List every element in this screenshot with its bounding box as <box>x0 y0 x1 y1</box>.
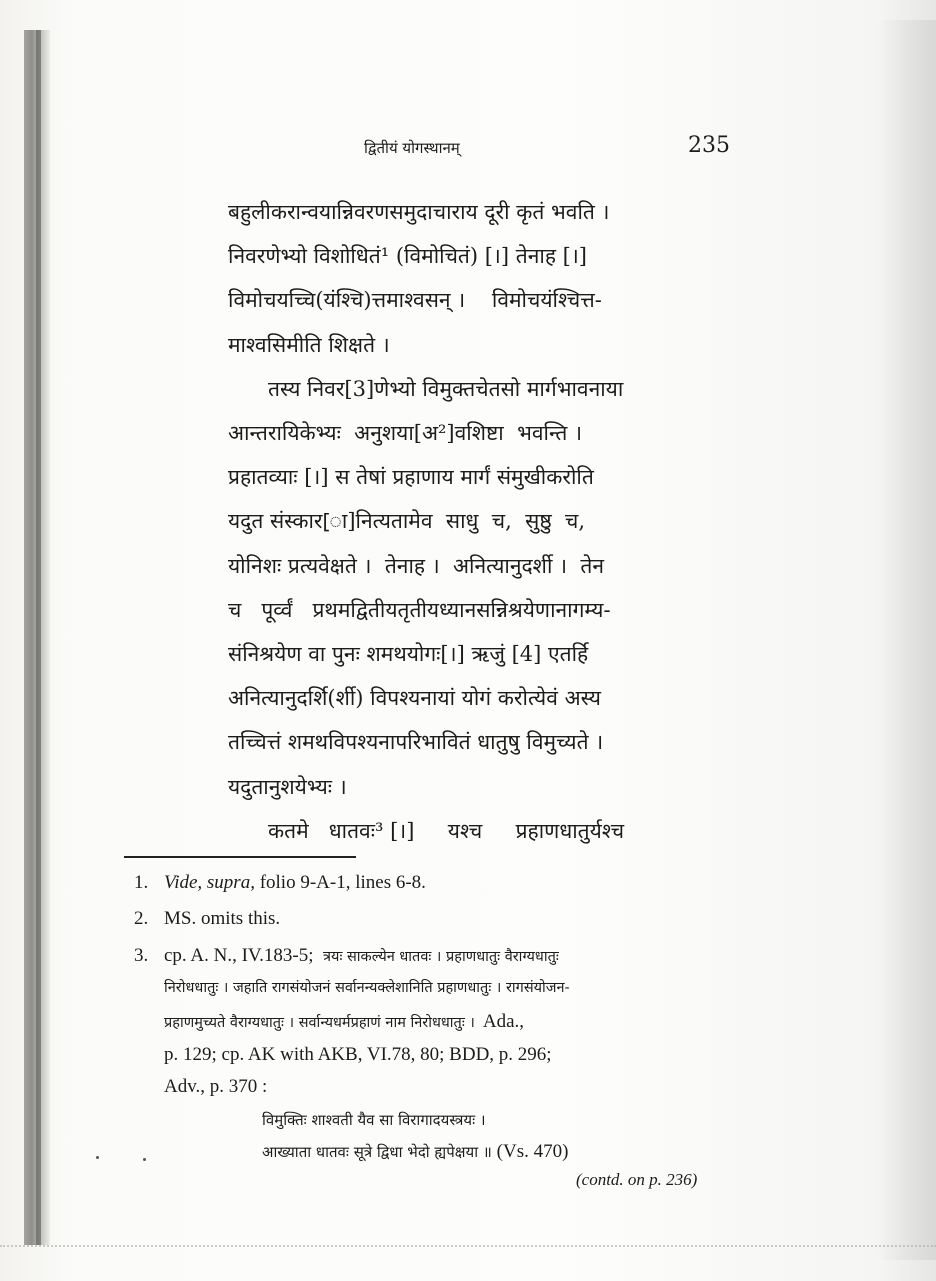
body-line <box>228 234 722 278</box>
body-line <box>228 544 722 588</box>
body-line <box>228 278 722 322</box>
body-line <box>228 676 722 720</box>
page-edge-shadow <box>876 20 936 1260</box>
footnote-3-number: 3. <box>134 945 149 966</box>
footnote-1 <box>134 868 426 898</box>
body-line-text: तस्य निवर[3]णेभ्यो विमुक्तचेतसो मार्गभावनाया <box>228 376 624 401</box>
scan-speck <box>143 1158 146 1161</box>
body-line <box>228 190 722 234</box>
footnote-3-latin-d: p. 129; cp. AK with AKB, VI.78, 80; BDD, p. 296; <box>164 1044 552 1065</box>
body-line-text: विमोचयच्चि(यंश्चि)त्तमाश्वसन् । विमोचयंश्चित्त- <box>228 288 602 313</box>
footnote-3-latin-c: Ada., <box>482 1011 525 1032</box>
body-line-text: कतमे धातवः³ [।] यश्च प्रहाणधातुर्यश्च <box>228 818 625 843</box>
continued-note: (contd. on p. 236) <box>576 1170 698 1189</box>
body-line-text: बहुलीकरान्वयान्निवरणसमुदाचाराय दूरी कृतं भवति । <box>228 200 610 224</box>
body-line-text: यदुतानुशयेभ्यः । <box>228 774 347 799</box>
verse-reference: (Vs. 470) <box>496 1141 569 1162</box>
footnote-1-text: folio 9-A-1, lines 6-8. <box>254 872 426 893</box>
book-gutter-line <box>36 30 41 1245</box>
body-line <box>228 765 722 809</box>
verse-line-2 <box>262 1138 568 1166</box>
footnote-3-sanskrit-b: निरोधधातुः । जहाति रागसंयोजनं सर्वानन्यक्लेशानिति प्रहाणधातुः । रागसंयोजन- <box>164 980 570 996</box>
body-line <box>228 720 722 764</box>
footnote-3-sanskrit-c: प्रहाणमुच्यते वैराग्यधातुः । सर्वान्यधर्मप्रहाणं नाम निरोधधातुः । <box>164 1015 475 1031</box>
body-line <box>228 411 722 455</box>
running-header-title: द्वितीयं योगस्थानम् <box>364 139 460 157</box>
body-line-text: संनिश्रयेण वा पुनः शमथयोगः[।] ऋजुं [4] एतर्हि <box>228 642 589 666</box>
footnote-1-number: 1. <box>134 872 149 893</box>
footnote-3-sanskrit-a: त्रयः साकल्येन धातवः । प्रहाणधातुः वैराग्यधातुः <box>323 949 559 965</box>
body-line <box>228 323 722 367</box>
body-line <box>228 588 722 632</box>
body-line-text: अनित्यानुदर्शि(र्शी) विपश्यनायां योगं करोत्येवं अस्य <box>228 686 601 711</box>
footnote-2-number: 2. <box>134 908 149 929</box>
footnote-2-text: MS. omits this. <box>164 908 281 929</box>
body-line-text: आन्तरायिकेभ्यः अनुशया[अ²]वशिष्टा भवन्ति । <box>228 421 583 445</box>
body-line <box>228 455 722 499</box>
footnote-3 <box>134 941 559 972</box>
body-line-text: योनिशः प्रत्यवेक्षते । तेनाह । अनित्यानुदर्शी । तेन <box>228 553 604 578</box>
verse-line-2-text: आख्याता धातवः सूत्रे द्विधा भेदो ह्यपेक्षया ॥ <box>262 1143 492 1161</box>
body-line-text: निवरणेभ्यो विशोधितं¹ (विमोचितं) [।] तेनाह [।] <box>228 244 587 269</box>
body-line <box>228 367 722 411</box>
body-line-text: तच्चित्तं शमथविपश्यनापरिभावितं धातुषु विमुच्यते । <box>228 730 604 755</box>
footnote-3-line-c <box>164 1007 524 1038</box>
footnote-3-latin-e: Adv., p. 370 : <box>164 1076 268 1097</box>
footnote-2 <box>134 904 280 934</box>
body-line-text: च पूर्व्वं प्रथमद्वितीयतृतीयध्यानसन्निश्रयेणानागम्य- <box>228 597 611 622</box>
body-line <box>228 809 722 853</box>
footnote-separator-rule <box>124 856 356 858</box>
body-line <box>228 499 722 543</box>
body-line-text: माश्वसिमीति शिक्षते । <box>228 332 390 357</box>
body-line-text: प्रहातव्याः [।] स तेषां प्रहाणाय मार्गं संमुखीकरोति <box>228 465 594 490</box>
page-number: 235 <box>688 133 730 158</box>
footnote-1-italic: Vide, supra, <box>164 872 255 893</box>
body-line-text: यदुत संस्कार[ा]नित्यतामेव साधु च, सुष्ठु च, <box>228 509 586 534</box>
verse-line-1: विमुक्तिः शाश्वती यैव सा विरागादयस्त्रयः । <box>262 1111 486 1129</box>
footnote-3-latin-a: cp. A. N., IV.183-5; <box>164 945 314 966</box>
bottom-scan-edge <box>0 1245 936 1259</box>
scan-speck <box>96 1156 99 1159</box>
body-line <box>228 632 722 676</box>
